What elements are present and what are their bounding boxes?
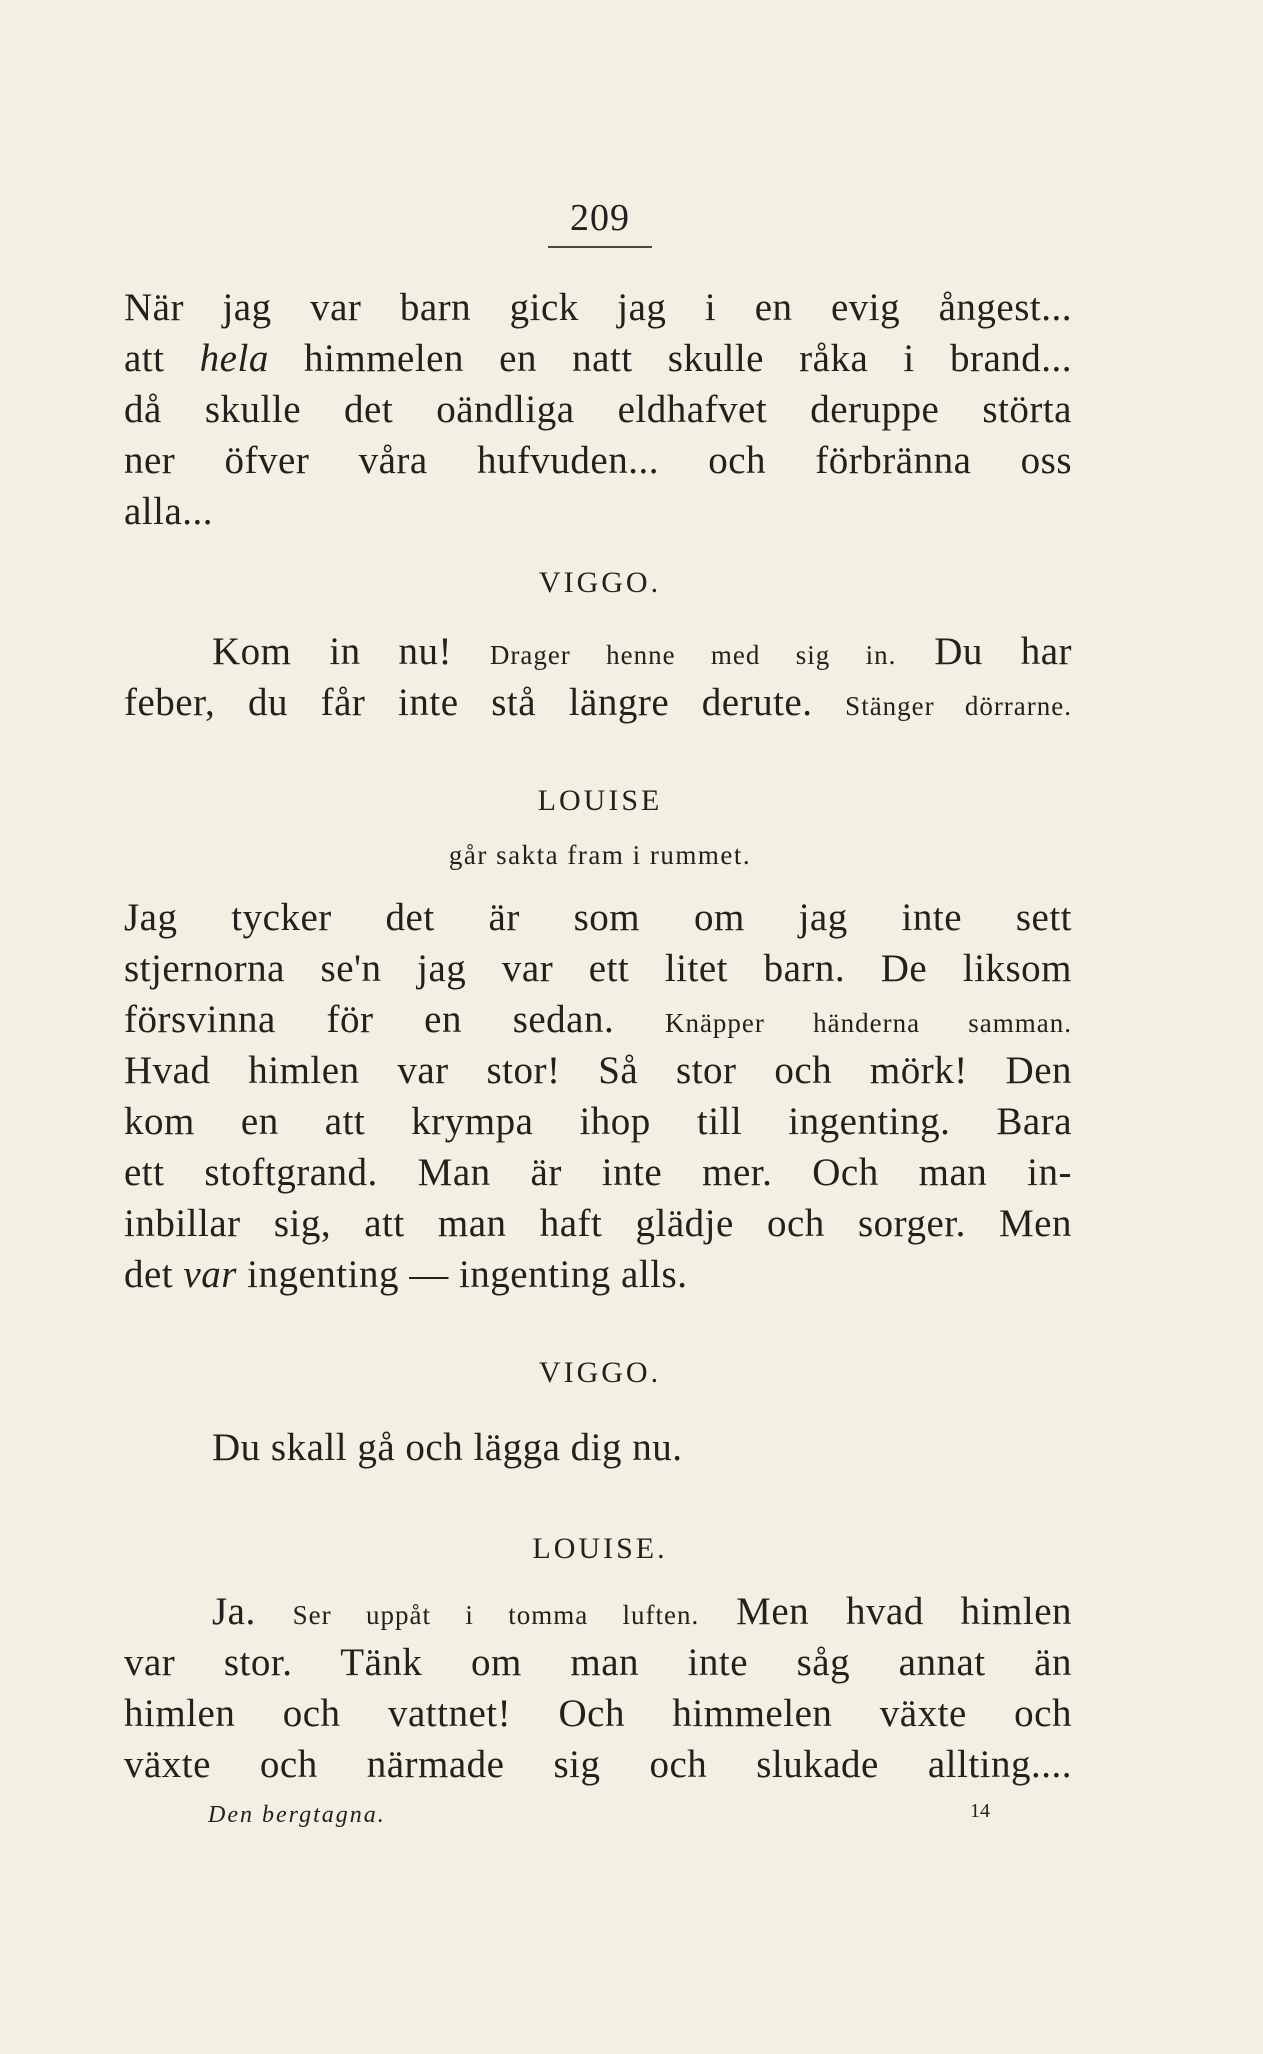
text-span: försvinna för en sedan. bbox=[124, 998, 615, 1041]
text-span: det bbox=[124, 1253, 184, 1296]
speaker-name: LOUISE bbox=[537, 784, 663, 817]
text-line: stjernorna se'n jag var ett litet barn. De liksom bbox=[124, 947, 1072, 990]
text-line: alla... bbox=[124, 490, 214, 533]
text-line: kom en att krympa ihop till ingenting. Bara bbox=[124, 1100, 1072, 1143]
speaker-name: LOUISE. bbox=[532, 1532, 668, 1565]
text-line bbox=[124, 1249, 1072, 1300]
text-span: ingenting — ingenting alls. bbox=[236, 1253, 688, 1296]
stage-direction: Knäpper händerna samman. bbox=[664, 1008, 1072, 1038]
text-line: Hvad himlen var stor! Så stor och mörk! Den bbox=[124, 1049, 1072, 1092]
speaker-name: VIGGO. bbox=[538, 1356, 662, 1389]
stage-direction: går sakta fram i rummet. bbox=[448, 840, 752, 870]
italic-emphasis: hela bbox=[199, 337, 269, 380]
sheet-number: 14 bbox=[970, 1800, 990, 1822]
stage-direction: Ser uppåt i tomma luften. bbox=[292, 1600, 700, 1630]
text-line: himlen och vattnet! Och himmelen växte och bbox=[124, 1692, 1072, 1735]
text-line: inbillar sig, att man haft glädje och sorger. Men bbox=[124, 1202, 1072, 1245]
text-line: ett stoftgrand. Man är inte mer. Och man in- bbox=[124, 1151, 1072, 1194]
paragraph-3 bbox=[124, 892, 1072, 1300]
text-line: Du skall gå och lägga dig nu. bbox=[212, 1426, 683, 1469]
stage-direction: Drager henne med sig in. bbox=[489, 640, 897, 670]
text-line bbox=[124, 994, 1072, 1045]
text-span: himmelen en natt skulle råka i brand... bbox=[268, 337, 1073, 380]
speaker-name: VIGGO. bbox=[538, 566, 662, 599]
text-span: Ja. bbox=[212, 1590, 256, 1633]
text-span: att bbox=[124, 337, 200, 380]
paragraph-5 bbox=[124, 1586, 1072, 1790]
text-line: då skulle det oändliga eldhafvet deruppe störta bbox=[124, 388, 1072, 431]
text-span: Kom in nu! bbox=[212, 630, 452, 673]
text-line bbox=[124, 677, 1072, 728]
text-line: var stor. Tänk om man inte såg annat än bbox=[124, 1641, 1072, 1684]
text-line: Jag tycker det är som om jag inte sett bbox=[124, 896, 1072, 939]
text-line: ner öfver våra hufvuden... och förbränna oss bbox=[124, 439, 1072, 482]
italic-emphasis: var bbox=[183, 1253, 237, 1296]
paragraph-1 bbox=[124, 282, 1072, 537]
text-span: Men hvad himlen bbox=[736, 1590, 1073, 1633]
text-span: Du har bbox=[934, 630, 1073, 673]
text-line bbox=[124, 333, 1072, 384]
signature-mark: Den bergtagna. bbox=[208, 1802, 386, 1828]
page-number: 209 bbox=[548, 196, 652, 248]
text-line bbox=[124, 626, 1072, 677]
paragraph-4 bbox=[124, 1422, 1072, 1473]
text-span: feber, du får inte stå längre derute. bbox=[124, 681, 813, 724]
text-line bbox=[124, 1586, 1072, 1637]
stage-direction: Stänger dörrarne. bbox=[845, 691, 1073, 721]
text-line: växte och närmade sig och slukade allting.... bbox=[124, 1743, 1072, 1786]
text-line: När jag var barn gick jag i en evig ångest... bbox=[124, 286, 1072, 329]
paragraph-2 bbox=[124, 626, 1072, 728]
